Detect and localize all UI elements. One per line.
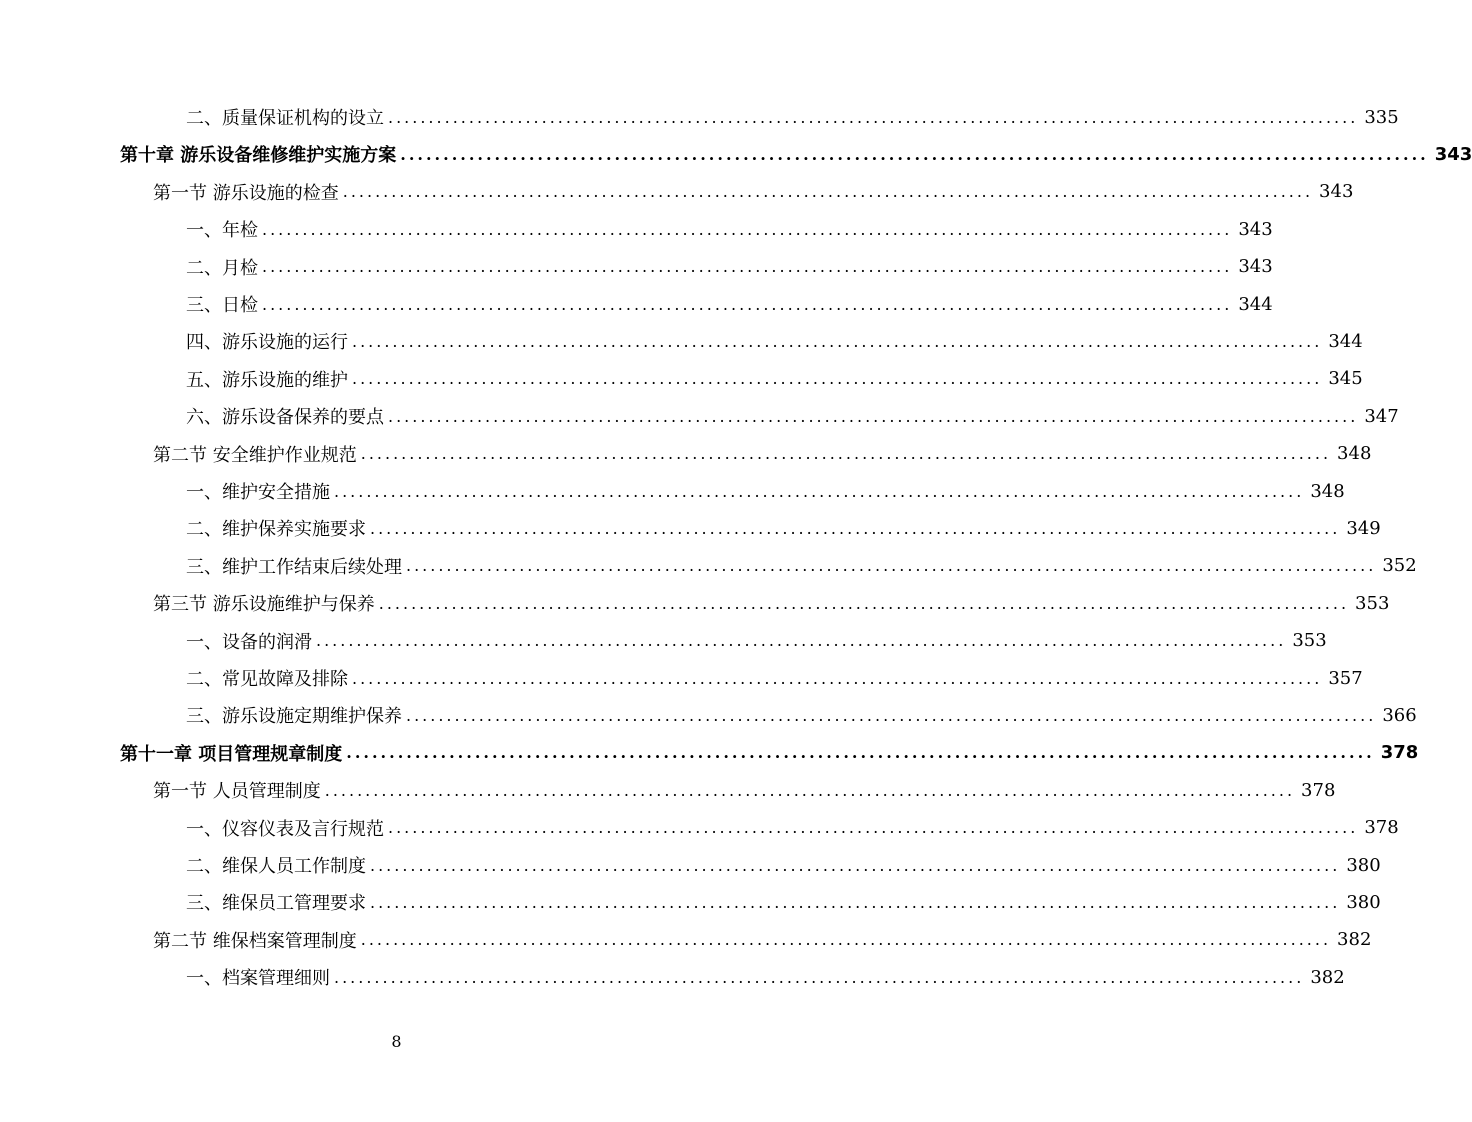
toc-entry-label: 二、月检 <box>186 257 258 279</box>
toc-dot-leader: ........................................................................................................................ <box>352 668 1323 688</box>
toc-entry-page: 343 <box>1434 143 1472 165</box>
toc-entry-page: 353 <box>1355 592 1390 614</box>
toc-subsection-entry[interactable] <box>186 252 1273 282</box>
toc-entry-label: 第一节 游乐设施的检查 <box>153 182 339 204</box>
toc-dot-leader: ........................................................................................................................ <box>342 182 1314 202</box>
toc-entry-label: 第二节 维保档案管理制度 <box>153 930 357 952</box>
toc-entry-page: 382 <box>1337 929 1372 951</box>
toc-entry-page: 380 <box>1346 891 1381 913</box>
toc-subsection-entry[interactable] <box>186 813 1399 843</box>
toc-dot-leader: ........................................................................................................................ <box>388 107 1359 127</box>
toc-entry-label: 二、质量保证机构的设立 <box>186 108 384 129</box>
toc-entry-page: 378 <box>1301 779 1336 801</box>
toc-dot-leader: ........................................................................................................................ <box>334 481 1305 501</box>
toc-entry-label: 二、维保人员工作制度 <box>186 856 366 877</box>
toc-section-entry[interactable] <box>153 775 1336 805</box>
toc-dot-leader: ........................................................................................................................ <box>352 331 1323 351</box>
toc-entry-page: 343 <box>1319 181 1354 203</box>
toc-entry-label: 五、游乐设施的维护 <box>186 369 348 391</box>
toc-dot-leader: ........................................................................................................................ <box>400 144 1429 164</box>
toc-dot-leader: ........................................................................................................................ <box>388 406 1359 426</box>
toc-dot-leader: ........................................................................................................................ <box>334 967 1305 987</box>
toc-subsection-entry[interactable] <box>186 887 1381 917</box>
toc-entry-page: 366 <box>1382 704 1417 726</box>
toc-entry-page: 378 <box>1380 742 1419 764</box>
toc-entry-label: 二、维护保养实施要求 <box>186 519 366 541</box>
toc-subsection-entry[interactable] <box>186 850 1381 880</box>
toc-entry-label: 一、设备的润滑 <box>186 631 312 653</box>
toc-entry-page: 378 <box>1364 817 1399 839</box>
toc-entry-page: 357 <box>1328 667 1363 689</box>
toc-entry-label: 三、维保员工管理要求 <box>186 893 366 915</box>
toc-entry-page: 343 <box>1238 218 1273 240</box>
toc-subsection-entry[interactable] <box>186 663 1363 693</box>
toc-subsection-entry[interactable] <box>186 551 1417 581</box>
toc-dot-leader: ........................................................................................................................ <box>360 444 1332 464</box>
toc-entry-page: 380 <box>1346 854 1381 876</box>
toc-entry-label: 第十一章 项目管理规章制度 <box>120 743 343 765</box>
toc-entry-page: 344 <box>1328 330 1363 352</box>
toc-subsection-entry[interactable] <box>186 326 1363 356</box>
toc-entry-page: 348 <box>1337 443 1372 465</box>
toc-dot-leader: ........................................................................................................................ <box>346 743 1375 763</box>
toc-entry-page: 353 <box>1292 630 1327 652</box>
toc-entry-label: 三、维护工作结束后续处理 <box>186 556 402 578</box>
toc-subsection-entry[interactable] <box>186 513 1381 543</box>
toc-dot-leader: ........................................................................................................................ <box>406 705 1377 725</box>
toc-entry-label: 第一节 人员管理制度 <box>153 781 321 803</box>
toc-subsection-entry[interactable] <box>186 214 1273 244</box>
toc-entry-label: 一、仪容仪表及言行规范 <box>186 818 384 840</box>
toc-entry-label: 第二节 安全维护作业规范 <box>153 444 357 466</box>
toc-dot-leader: ........................................................................................................................ <box>370 892 1341 912</box>
toc-dot-leader: ........................................................................................................................ <box>324 780 1296 800</box>
toc-subsection-entry[interactable] <box>186 476 1345 506</box>
page-number: 8 <box>391 1032 402 1051</box>
toc-section-entry[interactable] <box>153 439 1372 469</box>
toc-entry-label: 第三节 游乐设施维护与保养 <box>153 594 375 616</box>
toc-dot-leader: ........................................................................................................................ <box>352 369 1323 389</box>
toc-dot-leader: ........................................................................................................................ <box>316 631 1287 651</box>
toc-subsection-entry[interactable] <box>186 700 1417 730</box>
toc-chapter-entry[interactable] <box>120 738 1419 768</box>
toc-dot-leader: ........................................................................................................................ <box>262 257 1233 277</box>
toc-dot-leader: ........................................................................................................................ <box>378 593 1350 613</box>
toc-entry-page: 349 <box>1346 517 1381 539</box>
toc-entry-page: 343 <box>1238 256 1273 278</box>
toc-dot-leader: ........................................................................................................................ <box>406 556 1377 576</box>
toc-entry-page: 335 <box>1364 106 1399 128</box>
toc-subsection-entry[interactable] <box>186 102 1399 132</box>
toc-subsection-entry[interactable] <box>186 401 1399 431</box>
toc-chapter-entry[interactable] <box>120 139 1472 169</box>
toc-dot-leader: ........................................................................................................................ <box>388 818 1359 838</box>
toc-subsection-entry[interactable] <box>186 364 1363 394</box>
toc-dot-leader: ........................................................................................................................ <box>360 930 1332 950</box>
toc-entry-label: 三、日检 <box>186 295 258 316</box>
toc-dot-leader: ........................................................................................................................ <box>262 219 1233 239</box>
toc-entry-label: 四、游乐设施的运行 <box>186 332 348 354</box>
toc-section-entry[interactable] <box>153 177 1354 207</box>
toc-dot-leader: ........................................................................................................................ <box>370 518 1341 538</box>
toc-entry-label: 六、游乐设备保养的要点 <box>186 407 384 429</box>
toc-subsection-entry[interactable] <box>186 626 1327 656</box>
toc-entry-label: 二、常见故障及排除 <box>186 669 348 690</box>
toc-entry-label: 一、维护安全措施 <box>186 482 330 503</box>
toc-entry-page: 382 <box>1310 966 1345 988</box>
toc-section-entry[interactable] <box>153 925 1372 955</box>
toc-entry-label: 一、档案管理细则 <box>186 968 330 990</box>
toc-entry-page: 345 <box>1328 368 1363 390</box>
toc-entry-page: 344 <box>1238 293 1273 315</box>
toc-dot-leader: ........................................................................................................................ <box>262 294 1233 314</box>
toc-entry-label: 三、游乐设施定期维护保养 <box>186 706 402 728</box>
toc-section-entry[interactable] <box>153 588 1390 618</box>
toc-entry-page: 347 <box>1364 405 1399 427</box>
toc-entry-page: 352 <box>1382 555 1417 577</box>
toc-dot-leader: ........................................................................................................................ <box>370 855 1341 875</box>
toc-entry-label: 一、年检 <box>186 220 258 242</box>
toc-subsection-entry[interactable] <box>186 289 1273 319</box>
toc-subsection-entry[interactable] <box>186 962 1345 992</box>
toc-entry-page: 348 <box>1310 480 1345 502</box>
toc-entry-label: 第十章 游乐设备维修维护实施方案 <box>120 145 397 167</box>
